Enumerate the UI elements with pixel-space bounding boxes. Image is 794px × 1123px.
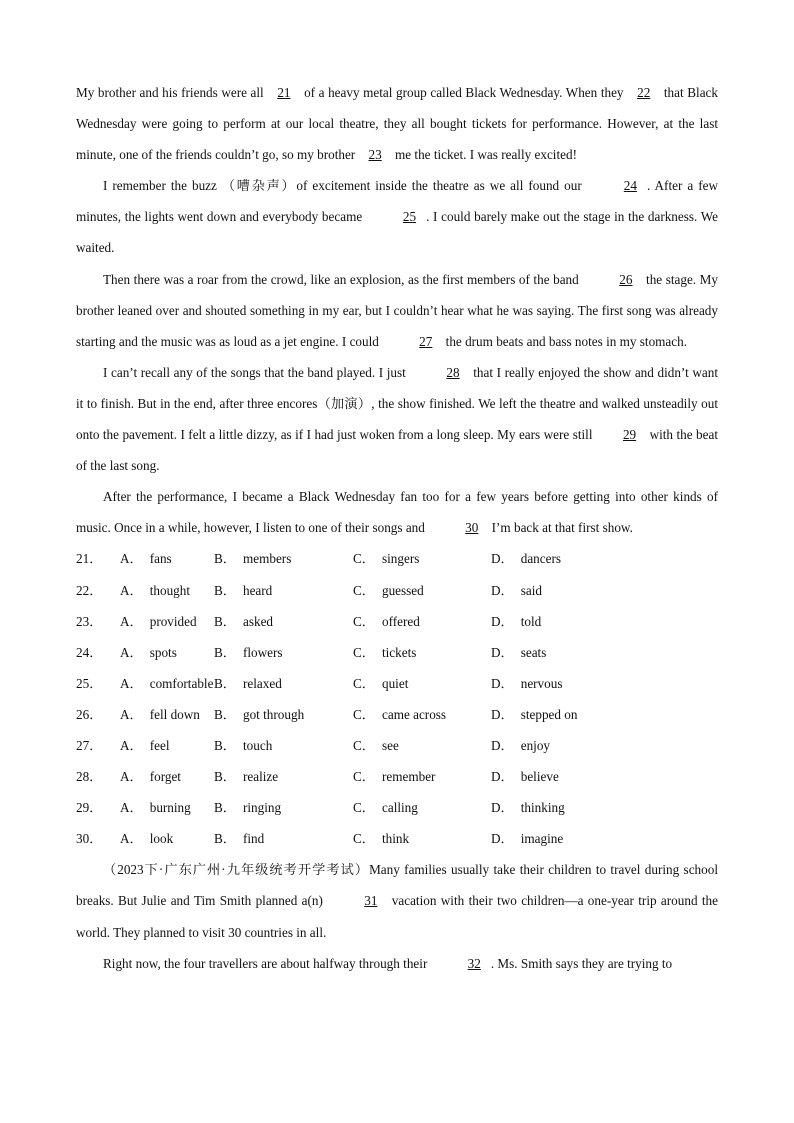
option-text: find bbox=[242, 831, 265, 847]
option-label: D． bbox=[491, 613, 514, 629]
option-c bbox=[353, 606, 491, 637]
option-c bbox=[353, 792, 491, 823]
option-b bbox=[214, 637, 353, 668]
option-label: D． bbox=[491, 800, 514, 816]
option-text: singers bbox=[381, 551, 420, 567]
question-row bbox=[76, 668, 718, 699]
option-label: D． bbox=[491, 582, 514, 598]
option-label: A． bbox=[120, 675, 143, 691]
option-label: C． bbox=[353, 737, 375, 753]
option-c bbox=[353, 543, 491, 574]
option-label: C． bbox=[353, 613, 375, 629]
option-d bbox=[491, 699, 611, 730]
option-d bbox=[491, 606, 611, 637]
question-row bbox=[76, 761, 718, 792]
blank-23: 23 bbox=[368, 147, 382, 163]
option-label: A． bbox=[120, 800, 143, 816]
option-d bbox=[491, 575, 611, 606]
option-label: C． bbox=[353, 706, 375, 722]
option-c bbox=[353, 699, 491, 730]
option-d bbox=[491, 543, 611, 574]
option-text: believe bbox=[520, 769, 559, 785]
option-a bbox=[120, 730, 214, 761]
option-d bbox=[491, 668, 611, 699]
option-label: C． bbox=[353, 831, 375, 847]
option-text: got through bbox=[242, 706, 305, 722]
blank-31: 31 bbox=[364, 893, 378, 909]
text-run: I remember the buzz （嘈杂声）of excitement inside the theatre as we all found our bbox=[103, 178, 587, 194]
option-text: enjoy bbox=[520, 737, 551, 753]
question-number: 24． bbox=[76, 644, 103, 660]
blank-21: 21 bbox=[277, 85, 291, 100]
text-run: （2023下·广东广州·九年级统考开学考试）Many families usually take their children to travel during school breaks. But Julie and Tim Smith planned a(n) bbox=[76, 862, 718, 909]
option-text: spots bbox=[149, 644, 177, 660]
option-label: D． bbox=[491, 551, 514, 567]
text-run: . After a few minutes, the lights went down and everybody became bbox=[76, 178, 719, 225]
option-text: stepped on bbox=[520, 706, 578, 722]
text-run: the stage. My brother leaned over and shouted something in my ear, but I couldn’t hear what he was saying. The first song was already starting and the music was as loud as a jet engine. I could bbox=[76, 271, 718, 349]
blank-24: 24 bbox=[623, 178, 637, 194]
question-number: 27． bbox=[76, 737, 103, 753]
option-d bbox=[491, 761, 611, 792]
option-label: C． bbox=[353, 644, 375, 660]
option-text: think bbox=[381, 831, 410, 847]
option-label: C． bbox=[353, 675, 375, 691]
text-run: After the performance, I became a Black Wednesday fan too for a few years before getting into other kinds of music. Once in a while, however, I listen to one of their songs and bbox=[76, 489, 718, 536]
option-label: B． bbox=[214, 582, 236, 598]
option-d bbox=[491, 637, 611, 668]
option-text: asked bbox=[242, 613, 274, 629]
option-text: guessed bbox=[381, 582, 424, 598]
option-text: ringing bbox=[242, 800, 282, 816]
question-row bbox=[76, 575, 718, 606]
option-text: flowers bbox=[242, 644, 283, 660]
option-label: A． bbox=[120, 831, 143, 847]
option-text: see bbox=[381, 737, 399, 753]
text-run: . Ms. Smith says they are trying to bbox=[490, 955, 673, 971]
option-label: A． bbox=[120, 582, 143, 598]
option-c bbox=[353, 575, 491, 606]
option-b bbox=[214, 699, 353, 730]
passage1-paragraph1 bbox=[76, 77, 718, 170]
text-run: that Black Wednesday were going to perform at our local theatre, they all bought tickets for performance. However, at the last minute, one of the friends couldn’t go, so my brother bbox=[76, 85, 718, 163]
option-label: B． bbox=[214, 613, 236, 629]
option-text: calling bbox=[381, 800, 418, 816]
blank-28: 28 bbox=[446, 364, 460, 380]
option-label: C． bbox=[353, 582, 375, 598]
option-label: D． bbox=[491, 675, 514, 691]
option-text: realize bbox=[242, 769, 279, 785]
passage2-paragraph2 bbox=[76, 948, 718, 979]
option-label: B． bbox=[214, 769, 236, 785]
option-b bbox=[214, 792, 353, 823]
option-label: A． bbox=[120, 706, 143, 722]
option-text: nervous bbox=[520, 675, 563, 691]
option-text: quiet bbox=[381, 675, 409, 691]
option-label: D． bbox=[491, 831, 514, 847]
question-number: 25． bbox=[76, 675, 103, 691]
option-c bbox=[353, 730, 491, 761]
question-row bbox=[76, 699, 718, 730]
option-b bbox=[214, 823, 353, 854]
option-c bbox=[353, 823, 491, 854]
passage2-paragraph1 bbox=[76, 854, 718, 947]
option-label: A． bbox=[120, 551, 143, 567]
option-label: B． bbox=[214, 551, 236, 567]
text-run: Right now, the four travellers are about halfway through their bbox=[103, 955, 431, 971]
option-label: B． bbox=[214, 675, 236, 691]
option-d bbox=[491, 792, 611, 823]
option-a bbox=[120, 699, 214, 730]
blank-32: 32 bbox=[467, 955, 481, 971]
option-text: told bbox=[520, 613, 542, 629]
question-row bbox=[76, 730, 718, 761]
option-text: members bbox=[242, 551, 292, 567]
passage1-paragraph3 bbox=[76, 264, 718, 357]
options-list bbox=[76, 543, 718, 854]
option-text: came across bbox=[381, 706, 447, 722]
option-a bbox=[120, 668, 214, 699]
text-run: me the ticket. I was really excited! bbox=[391, 147, 577, 163]
option-label: C． bbox=[353, 551, 375, 567]
option-c bbox=[353, 761, 491, 792]
blank-27: 27 bbox=[419, 333, 433, 349]
option-text: imagine bbox=[520, 831, 564, 847]
option-label: B． bbox=[214, 706, 236, 722]
passage1-paragraph2 bbox=[76, 170, 718, 263]
question-number: 28． bbox=[76, 769, 103, 785]
text-run: that I really enjoyed the show and didn’t want it to finish. But in the end, after three encores（加演）, the show finished. We left the theatre and walked unsteadily out onto the pavement. I felt a little dizzy, as if I had just woken from a long sleep. My ears were still bbox=[76, 364, 718, 443]
text-run: I can’t recall any of the songs that the band played. I just bbox=[103, 364, 410, 380]
question-number: 26． bbox=[76, 706, 103, 722]
option-text: relaxed bbox=[242, 675, 282, 691]
question-number: 29． bbox=[76, 800, 103, 816]
passage1-paragraph5 bbox=[76, 481, 718, 543]
option-b bbox=[214, 730, 353, 761]
option-text: feel bbox=[149, 737, 170, 753]
text-run: of a heavy metal group called Black Wednesday. When they bbox=[300, 85, 628, 100]
question-row bbox=[76, 606, 718, 637]
option-label: D． bbox=[491, 769, 514, 785]
option-label: A． bbox=[120, 769, 143, 785]
option-a bbox=[120, 575, 214, 606]
text-run: with the beat of the last song. bbox=[76, 427, 718, 474]
option-text: seats bbox=[520, 644, 547, 660]
option-a bbox=[120, 543, 214, 574]
option-text: remember bbox=[381, 769, 436, 785]
option-a bbox=[120, 637, 214, 668]
text-run: the drum beats and bass notes in my stomach. bbox=[442, 333, 688, 349]
option-text: tickets bbox=[381, 644, 417, 660]
option-text: comfortable bbox=[149, 675, 214, 691]
blank-25: 25 bbox=[402, 209, 417, 225]
text-run: . I could barely make out the stage in the darkness. We waited. bbox=[76, 209, 718, 256]
option-text: said bbox=[520, 582, 542, 598]
option-text: burning bbox=[149, 800, 191, 816]
option-b bbox=[214, 668, 353, 699]
blank-29: 29 bbox=[622, 427, 637, 443]
blank-26: 26 bbox=[619, 271, 633, 287]
option-label: C． bbox=[353, 769, 375, 785]
question-number: 21． bbox=[76, 551, 103, 567]
option-b bbox=[214, 761, 353, 792]
option-text: fans bbox=[149, 551, 172, 567]
question-row bbox=[76, 823, 718, 854]
option-label: B． bbox=[214, 737, 236, 753]
blank-30: 30 bbox=[465, 520, 479, 536]
option-label: A． bbox=[120, 644, 143, 660]
option-label: A． bbox=[120, 613, 143, 629]
option-text: fell down bbox=[149, 706, 200, 722]
option-text: look bbox=[149, 831, 174, 847]
question-row bbox=[76, 637, 718, 668]
question-row bbox=[76, 792, 718, 823]
option-text: heard bbox=[242, 582, 273, 598]
blank-22: 22 bbox=[637, 85, 651, 100]
document-page bbox=[76, 77, 718, 979]
option-label: D． bbox=[491, 737, 514, 753]
option-label: D． bbox=[491, 706, 514, 722]
option-label: A． bbox=[120, 737, 143, 753]
question-number: 23． bbox=[76, 613, 103, 629]
option-text: forget bbox=[149, 769, 181, 785]
option-c bbox=[353, 668, 491, 699]
option-text: thought bbox=[149, 582, 191, 598]
option-text: provided bbox=[149, 613, 197, 629]
option-a bbox=[120, 823, 214, 854]
option-label: D． bbox=[491, 644, 514, 660]
option-text: dancers bbox=[520, 551, 561, 567]
option-text: touch bbox=[242, 737, 273, 753]
option-b bbox=[214, 543, 353, 574]
option-c bbox=[353, 637, 491, 668]
option-label: B． bbox=[214, 644, 236, 660]
option-label: B． bbox=[214, 800, 236, 816]
text-run: I’m back at that first show. bbox=[488, 520, 633, 536]
text-run: Then there was a roar from the crowd, like an explosion, as the first members of the band bbox=[103, 271, 583, 287]
option-d bbox=[491, 823, 611, 854]
option-a bbox=[120, 761, 214, 792]
question-row bbox=[76, 543, 718, 574]
option-b bbox=[214, 575, 353, 606]
text-run: My brother and his friends were all bbox=[76, 85, 268, 100]
question-number: 30． bbox=[76, 831, 103, 847]
option-d bbox=[491, 730, 611, 761]
option-label: B． bbox=[214, 831, 236, 847]
passage1-paragraph4 bbox=[76, 357, 718, 481]
option-label: C． bbox=[353, 800, 375, 816]
text-run: vacation with their two children—a one-year trip around the world. They planned to visit 30 countries in all. bbox=[76, 893, 718, 940]
question-number: 22． bbox=[76, 582, 103, 598]
option-text: thinking bbox=[520, 800, 565, 816]
option-a bbox=[120, 606, 214, 637]
option-text: offered bbox=[381, 613, 420, 629]
option-a bbox=[120, 792, 214, 823]
option-b bbox=[214, 606, 353, 637]
